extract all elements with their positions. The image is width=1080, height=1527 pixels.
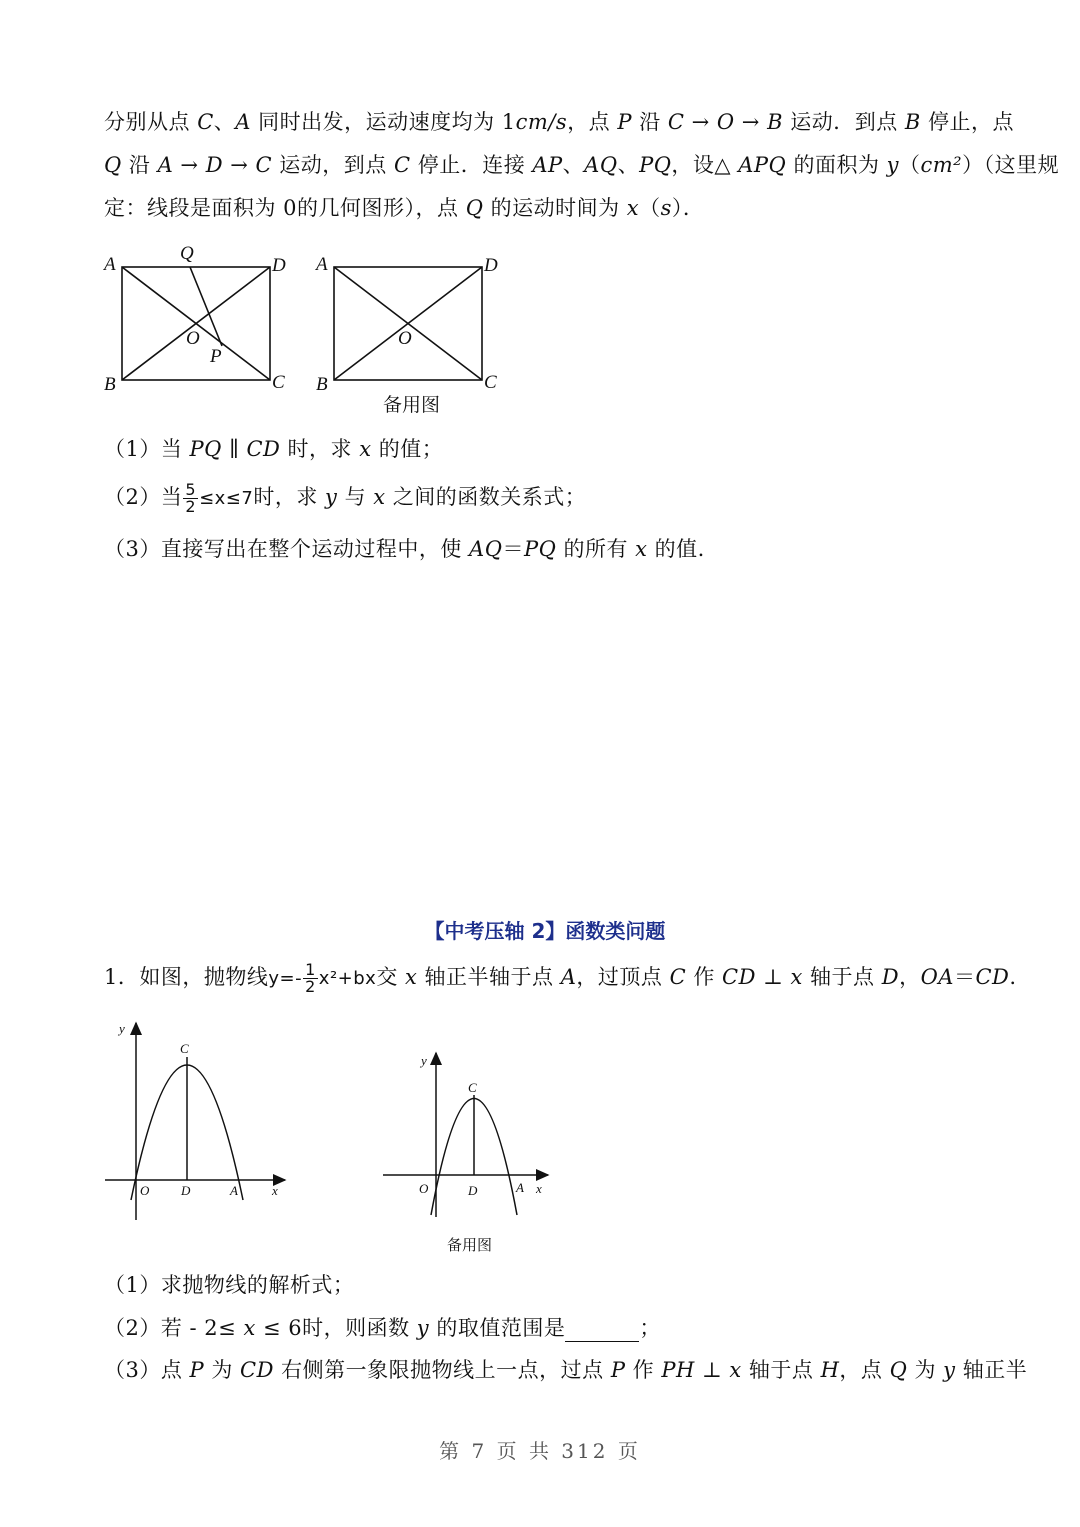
problem-a-q2: （2）当 $\frac{5}{2}$ ≤x≤7时，求 y 与 x 之间的函数关系式； [104, 480, 587, 516]
label-a-backup: A [316, 254, 328, 275]
rectangle-figure-1 [98, 240, 298, 400]
label-o-backup: O [398, 328, 412, 349]
parabola-figure-1 [100, 1015, 300, 1225]
axis-label-y: y [119, 1021, 125, 1036]
label-vertex-c-backup: C [468, 1080, 477, 1095]
problem-a-q3: （3）直接写出在整个运动过程中，使 AQ＝PQ 的所有 x 的值. [104, 537, 705, 561]
label-point-a-backup: A [516, 1180, 524, 1195]
problem-a-line-3: 定：线段是面积为 0的几何图形），点 Q 的运动时间为 x（s）． [104, 196, 705, 220]
label-q: Q [180, 243, 194, 264]
problem-b-q2: （2）若 - 2≤ x ≤ 6时，则函数 y 的取值范围是 ； [104, 1316, 661, 1340]
figure-2-caption: 备用图 [383, 394, 441, 416]
fraction-one-half: $\frac{1}{2}$ [305, 960, 316, 996]
rectangle-figure-2 [310, 240, 510, 400]
axis-label-x: x [272, 1183, 278, 1198]
parabola-figure-2 [380, 1045, 560, 1225]
label-origin-o-backup: O [419, 1181, 429, 1196]
page-number-footer: 第 7 页 共 312 页 [439, 1439, 641, 1463]
problem-a-q1: （1）当 PQ ∥ CD 时，求 x 的值； [104, 437, 444, 461]
label-origin-o: O [140, 1183, 150, 1198]
label-b: B [104, 374, 116, 395]
problem-a-line-2: Q 沿 A → D → C 运动，到点 C 停止．连接 AP、AQ、PQ，设△ APQ 的面积为 y（cm²）（这里规 [104, 153, 1060, 177]
problem-a-line-1: 分别从点 C、A 同时出发，运动速度均为 1cm/s，点 P 沿 C → O → B 运动．到点 B 停止，点 [104, 110, 1014, 134]
axis-label-y-backup: y [421, 1053, 427, 1068]
label-d: D [272, 255, 286, 276]
fraction-five-halves: $\frac{5}{2}$ [185, 480, 197, 516]
label-b-backup: B [316, 374, 328, 395]
problem-b-q3: （3）点 P 为 CD 右侧第一象限抛物线上一点，过点 P 作 PH ⊥ x 轴于点 H，点 Q 为 y 轴正半 [104, 1358, 1028, 1382]
label-point-d-backup: D [468, 1183, 478, 1198]
label-a: A [104, 254, 116, 275]
label-vertex-c: C [180, 1041, 189, 1056]
label-c-backup: C [484, 372, 497, 393]
label-c: C [272, 372, 285, 393]
problem-b-intro: 1．如图，抛物线y=- $\frac{1}{2}$ x²+bx交 x 轴正半轴于点 A，过顶点 C 作 CD ⊥ x 轴于点 D，OA＝CD. [104, 960, 1017, 996]
label-d-backup: D [484, 255, 498, 276]
label-point-a: A [230, 1183, 238, 1198]
problem-b-q1: （1）求抛物线的解析式； [104, 1273, 355, 1297]
axis-label-x-backup: x [536, 1181, 542, 1196]
label-p: P [210, 346, 222, 367]
label-o: O [186, 328, 200, 349]
figure-4-caption: 备用图 [447, 1236, 493, 1254]
section-title: 【中考压轴 2】函数类问题 [424, 919, 666, 943]
answer-blank[interactable] [565, 1321, 639, 1342]
label-point-d: D [181, 1183, 191, 1198]
